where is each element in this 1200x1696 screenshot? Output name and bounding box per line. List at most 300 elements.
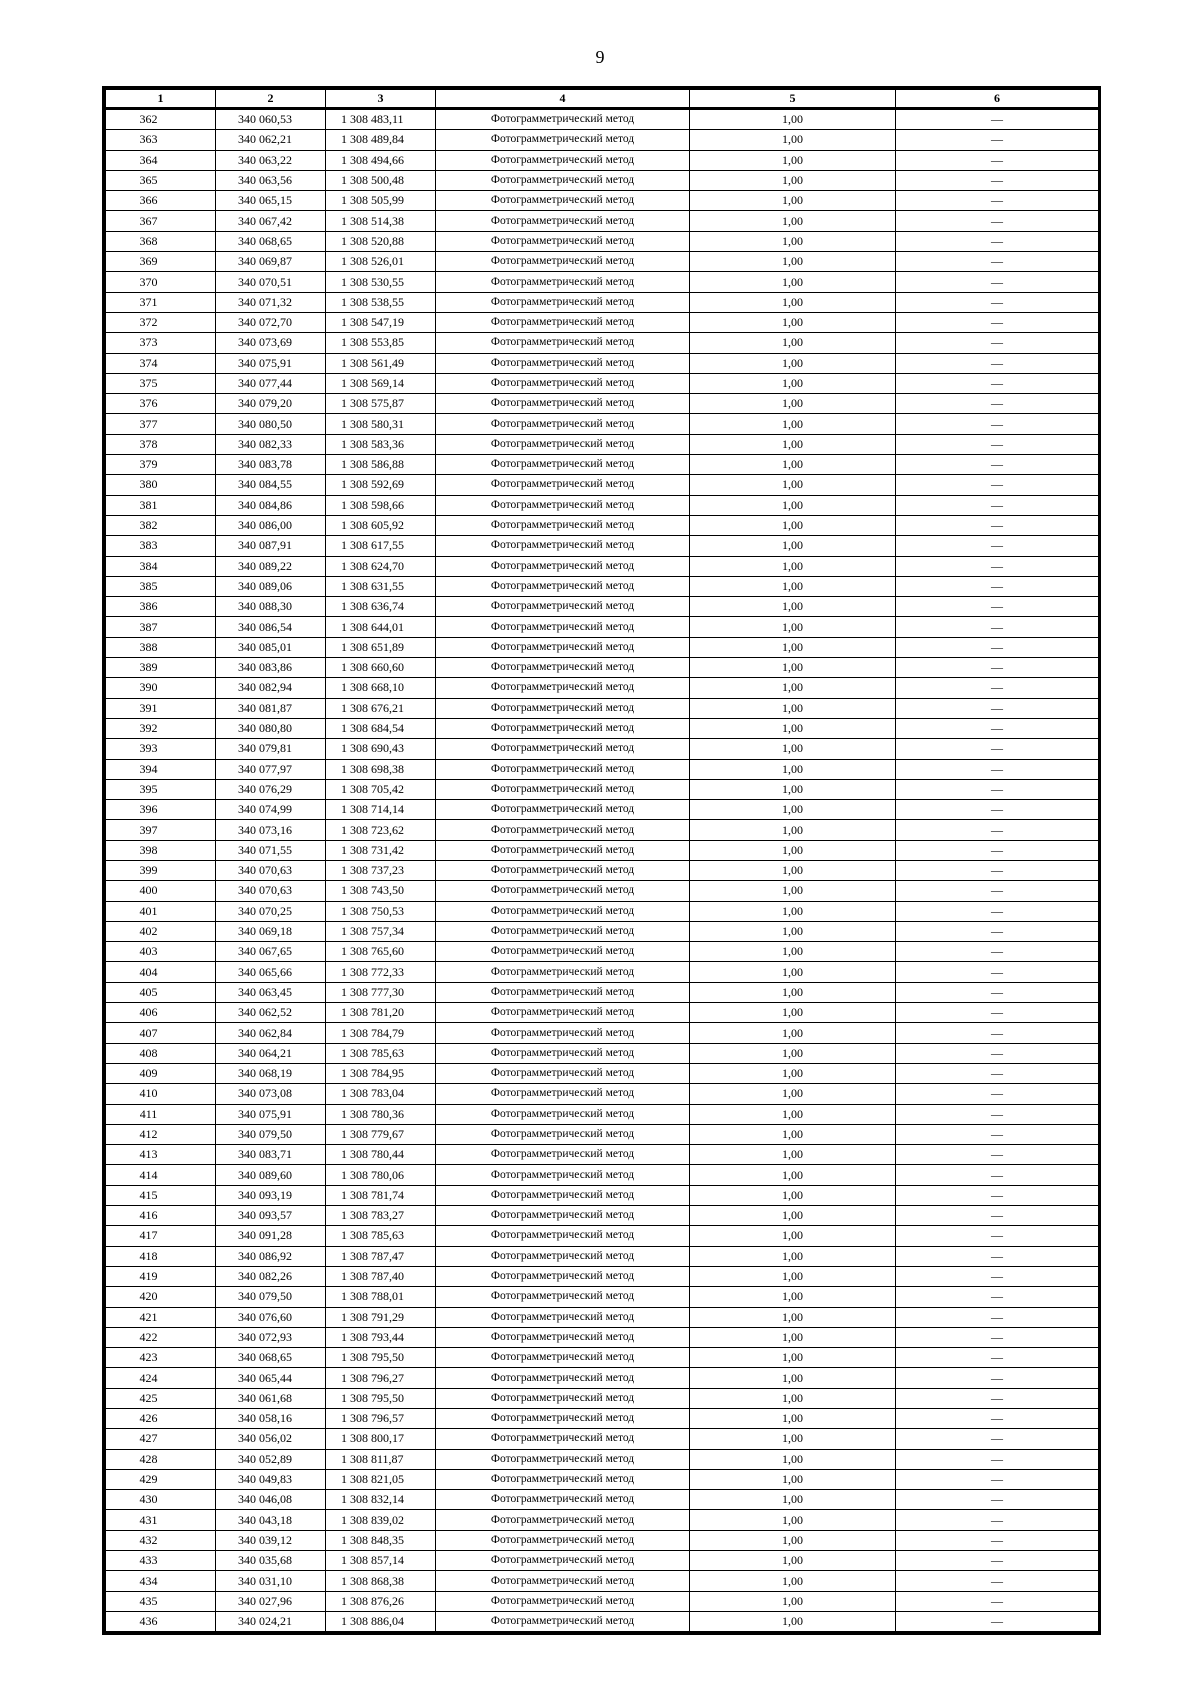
cell-y-coordinate: 1 308 785,63 bbox=[326, 1043, 436, 1063]
cell-note: — bbox=[896, 272, 1099, 292]
cell-method: Фотограмметрический метод bbox=[436, 658, 690, 678]
cell-note: — bbox=[896, 312, 1099, 332]
cell-point-number: 393 bbox=[106, 739, 216, 759]
cell-accuracy: 1,00 bbox=[690, 292, 896, 312]
cell-accuracy: 1,00 bbox=[690, 1469, 896, 1489]
cell-y-coordinate: 1 308 796,27 bbox=[326, 1368, 436, 1388]
cell-y-coordinate: 1 308 750,53 bbox=[326, 901, 436, 921]
cell-point-number: 413 bbox=[106, 1145, 216, 1165]
cell-accuracy: 1,00 bbox=[690, 1368, 896, 1388]
cell-x-coordinate: 340 073,69 bbox=[216, 333, 326, 353]
cell-x-coordinate: 340 069,18 bbox=[216, 921, 326, 941]
cell-note: — bbox=[896, 1226, 1099, 1246]
cell-x-coordinate: 340 076,29 bbox=[216, 779, 326, 799]
table-row bbox=[106, 800, 1099, 820]
table-row bbox=[106, 1063, 1099, 1083]
cell-point-number: 380 bbox=[106, 475, 216, 495]
table-row bbox=[106, 414, 1099, 434]
cell-note: — bbox=[896, 1530, 1099, 1550]
cell-accuracy: 1,00 bbox=[690, 982, 896, 1002]
cell-x-coordinate: 340 082,33 bbox=[216, 434, 326, 454]
cell-point-number: 433 bbox=[106, 1551, 216, 1571]
cell-method: Фотограмметрический метод bbox=[436, 475, 690, 495]
cell-x-coordinate: 340 079,50 bbox=[216, 1287, 326, 1307]
cell-accuracy: 1,00 bbox=[690, 617, 896, 637]
table-row bbox=[106, 1307, 1099, 1327]
cell-accuracy: 1,00 bbox=[690, 333, 896, 353]
cell-point-number: 426 bbox=[106, 1409, 216, 1429]
cell-point-number: 387 bbox=[106, 617, 216, 637]
cell-note: — bbox=[896, 394, 1099, 414]
cell-point-number: 397 bbox=[106, 820, 216, 840]
cell-method: Фотограмметрический метод bbox=[436, 556, 690, 576]
cell-note: — bbox=[896, 1429, 1099, 1449]
cell-accuracy: 1,00 bbox=[690, 1003, 896, 1023]
cell-method: Фотограмметрический метод bbox=[436, 1429, 690, 1449]
table-row bbox=[106, 1206, 1099, 1226]
cell-note: — bbox=[896, 1043, 1099, 1063]
cell-note: — bbox=[896, 1266, 1099, 1286]
cell-point-number: 362 bbox=[106, 109, 216, 130]
cell-y-coordinate: 1 308 526,01 bbox=[326, 252, 436, 272]
table-row bbox=[106, 292, 1099, 312]
cell-method: Фотограмметрический метод bbox=[436, 698, 690, 718]
cell-x-coordinate: 340 070,63 bbox=[216, 860, 326, 880]
cell-note: — bbox=[896, 292, 1099, 312]
cell-note: — bbox=[896, 1023, 1099, 1043]
cell-y-coordinate: 1 308 821,05 bbox=[326, 1469, 436, 1489]
cell-note: — bbox=[896, 556, 1099, 576]
cell-y-coordinate: 1 308 489,84 bbox=[326, 130, 436, 150]
cell-y-coordinate: 1 308 690,43 bbox=[326, 739, 436, 759]
cell-method: Фотограмметрический метод bbox=[436, 840, 690, 860]
cell-point-number: 381 bbox=[106, 495, 216, 515]
cell-note: — bbox=[896, 860, 1099, 880]
cell-y-coordinate: 1 308 705,42 bbox=[326, 779, 436, 799]
cell-y-coordinate: 1 308 765,60 bbox=[326, 942, 436, 962]
cell-note: — bbox=[896, 1104, 1099, 1124]
cell-y-coordinate: 1 308 795,50 bbox=[326, 1348, 436, 1368]
cell-x-coordinate: 340 071,55 bbox=[216, 840, 326, 860]
cell-note: — bbox=[896, 1591, 1099, 1611]
cell-method: Фотограмметрический метод bbox=[436, 312, 690, 332]
cell-method: Фотограмметрический метод bbox=[436, 1084, 690, 1104]
cell-x-coordinate: 340 084,55 bbox=[216, 475, 326, 495]
cell-y-coordinate: 1 308 583,36 bbox=[326, 434, 436, 454]
cell-x-coordinate: 340 077,44 bbox=[216, 373, 326, 393]
cell-note: — bbox=[896, 373, 1099, 393]
table-row bbox=[106, 881, 1099, 901]
cell-accuracy: 1,00 bbox=[690, 1307, 896, 1327]
cell-method: Фотограмметрический метод bbox=[436, 1449, 690, 1469]
cell-point-number: 390 bbox=[106, 678, 216, 698]
table-row bbox=[106, 1449, 1099, 1469]
table-row bbox=[106, 394, 1099, 414]
cell-y-coordinate: 1 308 839,02 bbox=[326, 1510, 436, 1530]
cell-point-number: 363 bbox=[106, 130, 216, 150]
cell-x-coordinate: 340 079,81 bbox=[216, 739, 326, 759]
cell-y-coordinate: 1 308 868,38 bbox=[326, 1571, 436, 1591]
cell-point-number: 428 bbox=[106, 1449, 216, 1469]
cell-y-coordinate: 1 308 780,44 bbox=[326, 1145, 436, 1165]
table-row bbox=[106, 495, 1099, 515]
cell-x-coordinate: 340 024,21 bbox=[216, 1611, 326, 1631]
cell-x-coordinate: 340 089,06 bbox=[216, 576, 326, 596]
cell-note: — bbox=[896, 881, 1099, 901]
cell-accuracy: 1,00 bbox=[690, 597, 896, 617]
cell-method: Фотограмметрический метод bbox=[436, 536, 690, 556]
cell-x-coordinate: 340 070,25 bbox=[216, 901, 326, 921]
cell-accuracy: 1,00 bbox=[690, 1571, 896, 1591]
cell-point-number: 371 bbox=[106, 292, 216, 312]
cell-method: Фотограмметрический метод bbox=[436, 576, 690, 596]
cell-x-coordinate: 340 068,65 bbox=[216, 231, 326, 251]
cell-note: — bbox=[896, 1145, 1099, 1165]
cell-point-number: 408 bbox=[106, 1043, 216, 1063]
table-row bbox=[106, 678, 1099, 698]
cell-y-coordinate: 1 308 723,62 bbox=[326, 820, 436, 840]
cell-accuracy: 1,00 bbox=[690, 1530, 896, 1550]
cell-y-coordinate: 1 308 617,55 bbox=[326, 536, 436, 556]
table-row bbox=[106, 921, 1099, 941]
cell-note: — bbox=[896, 1246, 1099, 1266]
cell-note: — bbox=[896, 739, 1099, 759]
cell-point-number: 383 bbox=[106, 536, 216, 556]
cell-x-coordinate: 340 031,10 bbox=[216, 1571, 326, 1591]
cell-note: — bbox=[896, 495, 1099, 515]
cell-x-coordinate: 340 070,51 bbox=[216, 272, 326, 292]
cell-accuracy: 1,00 bbox=[690, 1063, 896, 1083]
table-row bbox=[106, 1287, 1099, 1307]
cell-method: Фотограмметрический метод bbox=[436, 1104, 690, 1124]
cell-accuracy: 1,00 bbox=[690, 1409, 896, 1429]
cell-x-coordinate: 340 065,66 bbox=[216, 962, 326, 982]
cell-y-coordinate: 1 308 668,10 bbox=[326, 678, 436, 698]
table-row bbox=[106, 1266, 1099, 1286]
cell-note: — bbox=[896, 536, 1099, 556]
cell-y-coordinate: 1 308 757,34 bbox=[326, 921, 436, 941]
cell-accuracy: 1,00 bbox=[690, 678, 896, 698]
cell-accuracy: 1,00 bbox=[690, 576, 896, 596]
cell-accuracy: 1,00 bbox=[690, 1388, 896, 1408]
cell-accuracy: 1,00 bbox=[690, 109, 896, 130]
cell-x-coordinate: 340 083,71 bbox=[216, 1145, 326, 1165]
cell-y-coordinate: 1 308 800,17 bbox=[326, 1429, 436, 1449]
cell-point-number: 418 bbox=[106, 1246, 216, 1266]
cell-method: Фотограмметрический метод bbox=[436, 292, 690, 312]
cell-note: — bbox=[896, 1571, 1099, 1591]
cell-method: Фотограмметрический метод bbox=[436, 394, 690, 414]
cell-method: Фотограмметрический метод bbox=[436, 1551, 690, 1571]
header-cell-col-3: 3 bbox=[326, 90, 436, 109]
cell-method: Фотограмметрический метод bbox=[436, 637, 690, 657]
cell-accuracy: 1,00 bbox=[690, 252, 896, 272]
cell-point-number: 409 bbox=[106, 1063, 216, 1083]
cell-note: — bbox=[896, 109, 1099, 130]
table-row bbox=[106, 272, 1099, 292]
cell-point-number: 368 bbox=[106, 231, 216, 251]
cell-point-number: 378 bbox=[106, 434, 216, 454]
cell-point-number: 415 bbox=[106, 1185, 216, 1205]
table-row bbox=[106, 779, 1099, 799]
table-row bbox=[106, 1469, 1099, 1489]
cell-y-coordinate: 1 308 483,11 bbox=[326, 109, 436, 130]
cell-method: Фотограмметрический метод bbox=[436, 1327, 690, 1347]
cell-note: — bbox=[896, 1551, 1099, 1571]
cell-x-coordinate: 340 075,91 bbox=[216, 353, 326, 373]
table-row bbox=[106, 1327, 1099, 1347]
cell-method: Фотограмметрический метод bbox=[436, 1307, 690, 1327]
cell-note: — bbox=[896, 191, 1099, 211]
cell-method: Фотограмметрический метод bbox=[436, 455, 690, 475]
table-row bbox=[106, 333, 1099, 353]
cell-method: Фотограмметрический метод bbox=[436, 1571, 690, 1591]
cell-accuracy: 1,00 bbox=[690, 962, 896, 982]
cell-point-number: 434 bbox=[106, 1571, 216, 1591]
cell-accuracy: 1,00 bbox=[690, 312, 896, 332]
cell-y-coordinate: 1 308 787,40 bbox=[326, 1266, 436, 1286]
cell-accuracy: 1,00 bbox=[690, 1165, 896, 1185]
cell-point-number: 369 bbox=[106, 252, 216, 272]
cell-x-coordinate: 340 068,19 bbox=[216, 1063, 326, 1083]
cell-note: — bbox=[896, 1124, 1099, 1144]
table-row bbox=[106, 1409, 1099, 1429]
cell-y-coordinate: 1 308 586,88 bbox=[326, 455, 436, 475]
cell-note: — bbox=[896, 414, 1099, 434]
cell-note: — bbox=[896, 333, 1099, 353]
cell-point-number: 419 bbox=[106, 1266, 216, 1286]
cell-accuracy: 1,00 bbox=[690, 1266, 896, 1286]
cell-point-number: 376 bbox=[106, 394, 216, 414]
cell-y-coordinate: 1 308 500,48 bbox=[326, 170, 436, 190]
cell-y-coordinate: 1 308 779,67 bbox=[326, 1124, 436, 1144]
cell-x-coordinate: 340 072,70 bbox=[216, 312, 326, 332]
table-row bbox=[106, 901, 1099, 921]
cell-point-number: 391 bbox=[106, 698, 216, 718]
cell-method: Фотограмметрический метод bbox=[436, 860, 690, 880]
cell-x-coordinate: 340 046,08 bbox=[216, 1490, 326, 1510]
cell-note: — bbox=[896, 921, 1099, 941]
cell-method: Фотограмметрический метод bbox=[436, 982, 690, 1002]
cell-point-number: 379 bbox=[106, 455, 216, 475]
cell-point-number: 430 bbox=[106, 1490, 216, 1510]
cell-accuracy: 1,00 bbox=[690, 515, 896, 535]
cell-x-coordinate: 340 087,91 bbox=[216, 536, 326, 556]
cell-x-coordinate: 340 076,60 bbox=[216, 1307, 326, 1327]
table-row bbox=[106, 1611, 1099, 1631]
cell-x-coordinate: 340 065,15 bbox=[216, 191, 326, 211]
cell-accuracy: 1,00 bbox=[690, 130, 896, 150]
cell-method: Фотограмметрический метод bbox=[436, 1124, 690, 1144]
cell-point-number: 388 bbox=[106, 637, 216, 657]
cell-method: Фотограмметрический метод bbox=[436, 678, 690, 698]
cell-accuracy: 1,00 bbox=[690, 1327, 896, 1347]
header-cell-col-2: 2 bbox=[216, 90, 326, 109]
cell-accuracy: 1,00 bbox=[690, 1551, 896, 1571]
cell-note: — bbox=[896, 1368, 1099, 1388]
table-row bbox=[106, 455, 1099, 475]
cell-accuracy: 1,00 bbox=[690, 272, 896, 292]
cell-method: Фотограмметрический метод bbox=[436, 718, 690, 738]
cell-method: Фотограмметрический метод bbox=[436, 1165, 690, 1185]
cell-note: — bbox=[896, 800, 1099, 820]
cell-y-coordinate: 1 308 781,74 bbox=[326, 1185, 436, 1205]
cell-note: — bbox=[896, 1206, 1099, 1226]
table-row bbox=[106, 942, 1099, 962]
cell-x-coordinate: 340 058,16 bbox=[216, 1409, 326, 1429]
cell-note: — bbox=[896, 576, 1099, 596]
cell-accuracy: 1,00 bbox=[690, 942, 896, 962]
cell-point-number: 396 bbox=[106, 800, 216, 820]
cell-x-coordinate: 340 084,86 bbox=[216, 495, 326, 515]
cell-accuracy: 1,00 bbox=[690, 637, 896, 657]
table-header-row bbox=[106, 90, 1099, 109]
header-cell-col-6: 6 bbox=[896, 90, 1099, 109]
cell-method: Фотограмметрический метод bbox=[436, 252, 690, 272]
cell-method: Фотограмметрический метод bbox=[436, 1023, 690, 1043]
cell-x-coordinate: 340 070,63 bbox=[216, 881, 326, 901]
cell-method: Фотограмметрический метод bbox=[436, 1368, 690, 1388]
cell-accuracy: 1,00 bbox=[690, 1246, 896, 1266]
cell-y-coordinate: 1 308 791,29 bbox=[326, 1307, 436, 1327]
cell-y-coordinate: 1 308 777,30 bbox=[326, 982, 436, 1002]
cell-y-coordinate: 1 308 857,14 bbox=[326, 1551, 436, 1571]
table-row bbox=[106, 434, 1099, 454]
cell-x-coordinate: 340 079,20 bbox=[216, 394, 326, 414]
cell-x-coordinate: 340 061,68 bbox=[216, 1388, 326, 1408]
cell-x-coordinate: 340 079,50 bbox=[216, 1124, 326, 1144]
cell-method: Фотограмметрический метод bbox=[436, 231, 690, 251]
cell-note: — bbox=[896, 962, 1099, 982]
cell-note: — bbox=[896, 779, 1099, 799]
cell-note: — bbox=[896, 597, 1099, 617]
cell-accuracy: 1,00 bbox=[690, 1185, 896, 1205]
table-row bbox=[106, 170, 1099, 190]
cell-x-coordinate: 340 089,60 bbox=[216, 1165, 326, 1185]
cell-y-coordinate: 1 308 731,42 bbox=[326, 840, 436, 860]
cell-point-number: 400 bbox=[106, 881, 216, 901]
cell-accuracy: 1,00 bbox=[690, 150, 896, 170]
table-row bbox=[106, 1388, 1099, 1408]
cell-x-coordinate: 340 082,26 bbox=[216, 1266, 326, 1286]
cell-y-coordinate: 1 308 592,69 bbox=[326, 475, 436, 495]
table-row bbox=[106, 353, 1099, 373]
cell-x-coordinate: 340 077,97 bbox=[216, 759, 326, 779]
table-row bbox=[106, 1348, 1099, 1368]
cell-method: Фотограмметрический метод bbox=[436, 495, 690, 515]
cell-method: Фотограмметрический метод bbox=[436, 1591, 690, 1611]
cell-y-coordinate: 1 308 743,50 bbox=[326, 881, 436, 901]
cell-y-coordinate: 1 308 605,92 bbox=[326, 515, 436, 535]
cell-method: Фотограмметрический метод bbox=[436, 739, 690, 759]
cell-y-coordinate: 1 308 514,38 bbox=[326, 211, 436, 231]
cell-point-number: 414 bbox=[106, 1165, 216, 1185]
cell-note: — bbox=[896, 475, 1099, 495]
table-row bbox=[106, 556, 1099, 576]
cell-accuracy: 1,00 bbox=[690, 840, 896, 860]
table-row bbox=[106, 1124, 1099, 1144]
table-row bbox=[106, 1510, 1099, 1530]
cell-y-coordinate: 1 308 598,66 bbox=[326, 495, 436, 515]
cell-note: — bbox=[896, 1409, 1099, 1429]
cell-note: — bbox=[896, 1327, 1099, 1347]
cell-accuracy: 1,00 bbox=[690, 1104, 896, 1124]
cell-point-number: 364 bbox=[106, 150, 216, 170]
table-row bbox=[106, 150, 1099, 170]
table-row bbox=[106, 1246, 1099, 1266]
cell-method: Фотограмметрический метод bbox=[436, 962, 690, 982]
table-row bbox=[106, 840, 1099, 860]
cell-point-number: 427 bbox=[106, 1429, 216, 1449]
cell-accuracy: 1,00 bbox=[690, 759, 896, 779]
cell-y-coordinate: 1 308 714,14 bbox=[326, 800, 436, 820]
cell-y-coordinate: 1 308 494,66 bbox=[326, 150, 436, 170]
table-row bbox=[106, 312, 1099, 332]
cell-point-number: 365 bbox=[106, 170, 216, 190]
cell-y-coordinate: 1 308 848,35 bbox=[326, 1530, 436, 1550]
cell-accuracy: 1,00 bbox=[690, 475, 896, 495]
cell-point-number: 372 bbox=[106, 312, 216, 332]
cell-point-number: 424 bbox=[106, 1368, 216, 1388]
cell-point-number: 416 bbox=[106, 1206, 216, 1226]
cell-x-coordinate: 340 080,50 bbox=[216, 414, 326, 434]
cell-note: — bbox=[896, 170, 1099, 190]
cell-note: — bbox=[896, 637, 1099, 657]
cell-method: Фотограмметрический метод bbox=[436, 921, 690, 941]
cell-x-coordinate: 340 074,99 bbox=[216, 800, 326, 820]
cell-point-number: 411 bbox=[106, 1104, 216, 1124]
cell-method: Фотограмметрический метод bbox=[436, 333, 690, 353]
cell-y-coordinate: 1 308 538,55 bbox=[326, 292, 436, 312]
cell-point-number: 385 bbox=[106, 576, 216, 596]
cell-point-number: 394 bbox=[106, 759, 216, 779]
table-row bbox=[106, 718, 1099, 738]
cell-point-number: 431 bbox=[106, 1510, 216, 1530]
cell-x-coordinate: 340 086,00 bbox=[216, 515, 326, 535]
cell-method: Фотограмметрический метод bbox=[436, 1611, 690, 1631]
cell-x-coordinate: 340 071,32 bbox=[216, 292, 326, 312]
cell-accuracy: 1,00 bbox=[690, 1206, 896, 1226]
cell-accuracy: 1,00 bbox=[690, 739, 896, 759]
header-cell-col-5: 5 bbox=[690, 90, 896, 109]
cell-method: Фотограмметрический метод bbox=[436, 1185, 690, 1205]
cell-accuracy: 1,00 bbox=[690, 1429, 896, 1449]
cell-accuracy: 1,00 bbox=[690, 1348, 896, 1368]
coordinates-table bbox=[102, 86, 1101, 1635]
cell-x-coordinate: 340 093,57 bbox=[216, 1206, 326, 1226]
cell-x-coordinate: 340 091,28 bbox=[216, 1226, 326, 1246]
table-row bbox=[106, 373, 1099, 393]
cell-note: — bbox=[896, 211, 1099, 231]
cell-accuracy: 1,00 bbox=[690, 901, 896, 921]
cell-x-coordinate: 340 086,54 bbox=[216, 617, 326, 637]
cell-accuracy: 1,00 bbox=[690, 800, 896, 820]
cell-point-number: 436 bbox=[106, 1611, 216, 1631]
cell-note: — bbox=[896, 1165, 1099, 1185]
cell-y-coordinate: 1 308 553,85 bbox=[326, 333, 436, 353]
cell-accuracy: 1,00 bbox=[690, 820, 896, 840]
cell-y-coordinate: 1 308 575,87 bbox=[326, 394, 436, 414]
table-row bbox=[106, 1165, 1099, 1185]
table-row bbox=[106, 475, 1099, 495]
table-body bbox=[106, 109, 1099, 1632]
cell-point-number: 421 bbox=[106, 1307, 216, 1327]
cell-y-coordinate: 1 308 886,04 bbox=[326, 1611, 436, 1631]
cell-accuracy: 1,00 bbox=[690, 455, 896, 475]
page-number: 9 bbox=[595, 47, 605, 67]
cell-y-coordinate: 1 308 505,99 bbox=[326, 191, 436, 211]
cell-y-coordinate: 1 308 785,63 bbox=[326, 1226, 436, 1246]
